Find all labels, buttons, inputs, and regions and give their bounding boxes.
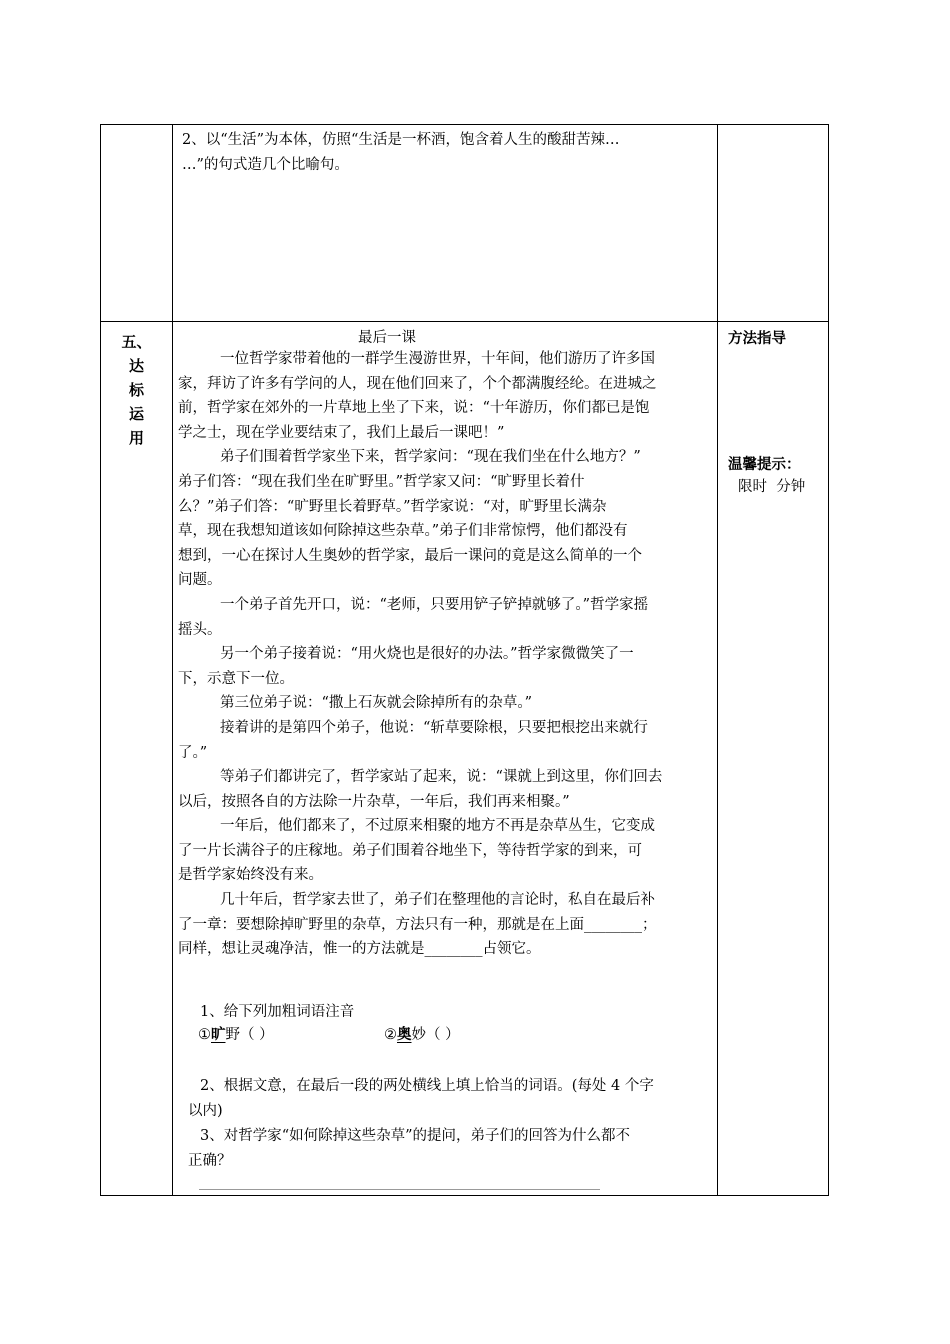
story-line: 等弟子们都讲完了，哲学家站了起来，说：“课就上到这里，你们回去 (220, 769, 663, 786)
story-line: 学之士，现在学业要结束了，我们上最后一课吧！” (178, 424, 505, 441)
answer-line[interactable] (199, 1189, 600, 1190)
story-line: 是哲学家始终没有来。 (178, 867, 323, 884)
story-line: 弟子们围着哲学家坐下来，哲学家问：“现在我们坐在什么地方？” (220, 449, 641, 466)
story-line: 摇头。 (178, 621, 222, 638)
story-line: 问题。 (178, 572, 222, 589)
story-line: 草，现在我想知道该如何除掉这些杂草。”弟子们非常惊愕，他们都没有 (178, 523, 628, 540)
task-2-line: …”的句式造几个比喻句。 (182, 156, 349, 173)
story-line: 接着讲的是第四个弟子，他说：“斩草要除根，只要把根挖出来就行 (220, 719, 648, 736)
section-label-char: 达 (128, 357, 144, 375)
story-line: 了。” (178, 744, 208, 761)
story-line: 弟子们答：“现在我们坐在旷野里。”哲学家又问：“旷野里长着什 (178, 473, 585, 490)
story-line: 另一个弟子接着说：“用火烧也是很好的办法。”哲学家微微笑了一 (220, 646, 634, 663)
story-line: 想到，一心在探讨人生奥妙的哲学家，最后一课问的竟是这么简单的一个 (178, 547, 642, 564)
row2-sidebar-cell (717, 321, 829, 1196)
section-label-char: 运 (128, 405, 144, 423)
story-title: 最后一课 (358, 330, 416, 346)
story-line: 下，示意下一位。 (178, 670, 294, 687)
row2-label-cell (100, 321, 173, 1196)
time-limit-text: 限时 分钟 (738, 479, 806, 495)
story-line: 了一章：要想除掉旷野里的杂草，方法只有一种，那就是在上面________； (178, 916, 657, 933)
story-line: 一位哲学家带着他的一群学生漫游世界，十年间，他们游历了许多国 (220, 351, 655, 367)
story-body (178, 347, 662, 962)
story-line: 么？”弟子们答：“旷野里长着野草。”哲学家说：“对，旷野里长满杂 (178, 498, 607, 515)
task-2-line: 2、以“生活”为本体，仿照“生活是一杯酒，饱含着人生的酸甜苦辣… (182, 132, 620, 148)
tips-heading: 温馨提示： (728, 456, 801, 473)
item-rest: 野（ ） (225, 1027, 274, 1043)
story-line: 前，哲学家在郊外的一片草地上坐了下来，说：“十年游历，你们都已是饱 (178, 400, 650, 417)
row1-sidebar-cell (717, 124, 829, 322)
item-rest: 妙（ ） (411, 1027, 460, 1043)
section-label-char: 用 (128, 429, 144, 447)
item-number: ① (198, 1027, 211, 1043)
story-line: 以后，按照各自的方法除一片杂草，一年后，我们再来相聚。” (178, 793, 570, 810)
section-label (100, 330, 173, 450)
question-3-line: 正确？ (188, 1152, 232, 1169)
bold-word: 奥 (397, 1026, 412, 1043)
question-1-item (384, 1024, 460, 1046)
task-2-prompt (182, 128, 712, 177)
story-line: 几十年后，哲学家去世了，弟子们在整理他的言论时，私自在最后补 (220, 892, 655, 909)
question-1-item (198, 1024, 274, 1046)
bold-word: 旷 (211, 1026, 226, 1043)
question-2-line: 以内) (188, 1102, 223, 1119)
story-line: 一个弟子首先开口，说：“老师，只要用铲子铲掉就够了。”哲学家摇 (220, 596, 649, 613)
question-2 (188, 1074, 654, 1123)
item-number: ② (384, 1027, 397, 1043)
method-guide-heading: 方法指导 (728, 330, 786, 347)
question-1: 1、给下列加粗词语注音 (200, 1004, 355, 1020)
section-label-char: 五、 (121, 333, 152, 351)
story-line: 一年后，他们都来了，不过原来相聚的地方不再是杂草丛生，它变成 (220, 818, 655, 835)
row1-label-cell (100, 124, 173, 322)
story-line: 了一片长满谷子的庄稼地。弟子们围着谷地坐下，等待哲学家的到来，可 (178, 842, 642, 859)
question-2-line: 2、根据文意，在最后一段的两处横线上填上恰当的词语。(每处 4 个字 (200, 1078, 654, 1094)
question-3-line: 3、对哲学家“如何除掉这些杂草”的提问，弟子们的回答为什么都不 (200, 1128, 631, 1144)
story-line: 第三位弟子说：“撒上石灰就会除掉所有的杂草。” (220, 695, 533, 712)
question-3 (188, 1124, 631, 1173)
section-label-char: 标 (128, 381, 144, 399)
story-line: 家，拜访了许多有学问的人，现在他们回来了，个个都满腹经纶。在进城之 (178, 375, 657, 392)
story-line: 同样，想让灵魂净洁，惟一的方法就是________占领它。 (178, 941, 541, 958)
